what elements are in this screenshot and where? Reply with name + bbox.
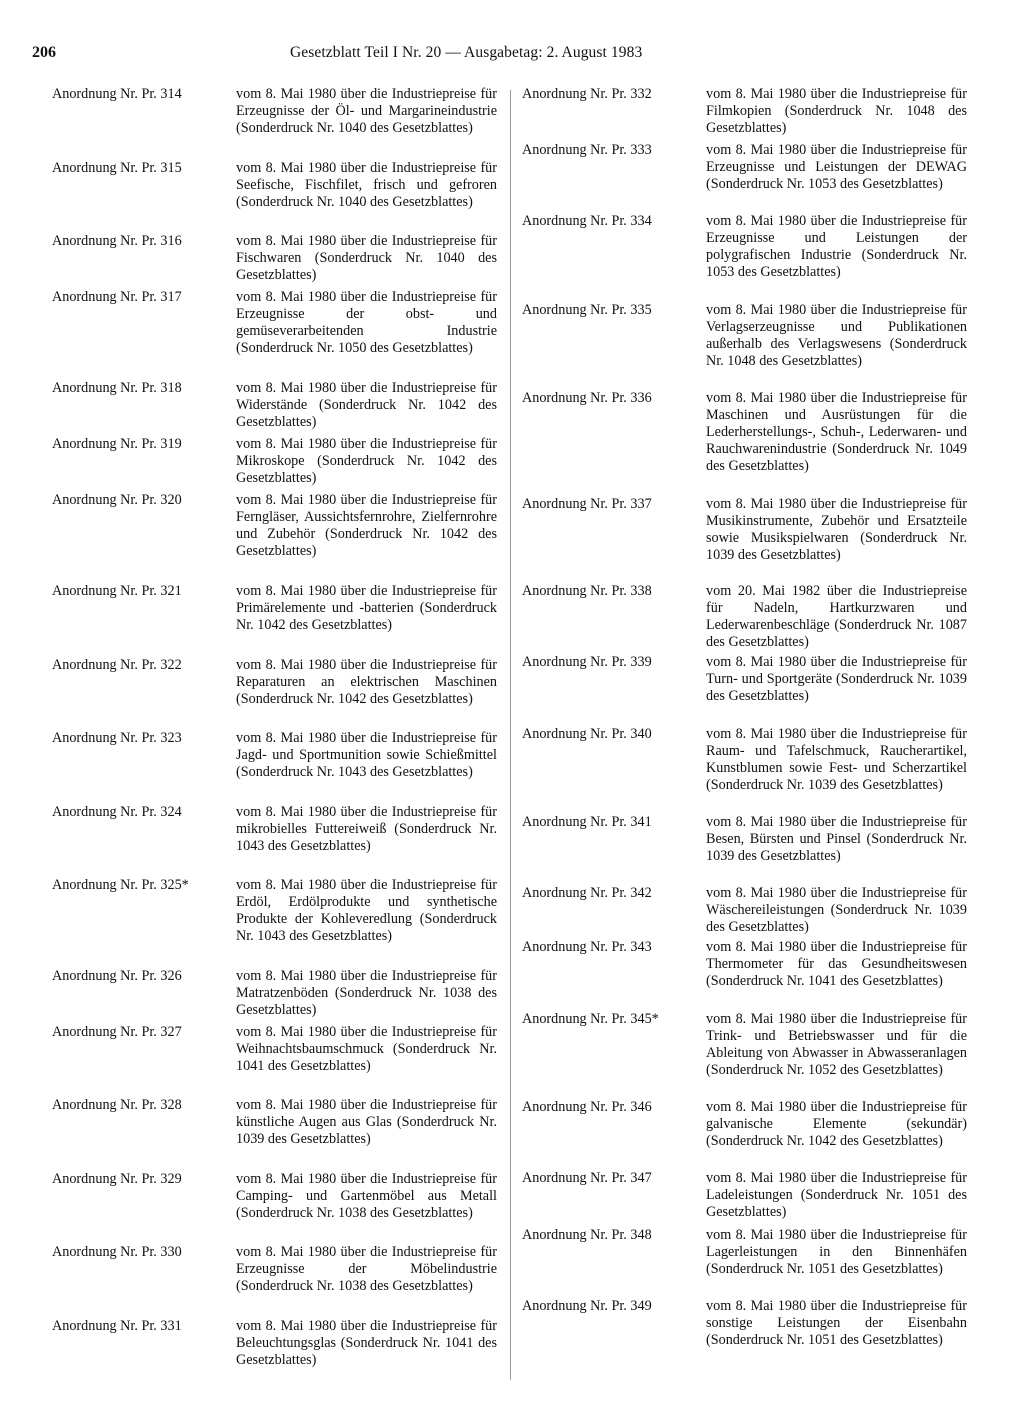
entry-label: Anordnung Nr. Pr. 316 <box>52 233 182 249</box>
entry-label: Anordnung Nr. Pr. 338 <box>522 583 652 599</box>
entry-text: vom 8. Mai 1980 über die Industriepreise für Erzeugnisse und Leistungen der polygrafischen Industrie (Sonderdruck Nr. 1053 des Gesetzblattes) <box>706 213 967 281</box>
entry-text: vom 8. Mai 1980 über die Industriepreise für Erdöl, Erdölprodukte und synthetische Produkte der Kohleveredlung (Sonderdruck Nr. 1043 des Gesetzblattes) <box>236 877 497 945</box>
entry-text: vom 8. Mai 1980 über die Industriepreise für galvanische Elemente (sekundär) (Sonderdruck Nr. 1042 des Gesetzblattes) <box>706 1099 967 1150</box>
entry-label: Anordnung Nr. Pr. 345* <box>522 1011 659 1027</box>
entry-label: Anordnung Nr. Pr. 329 <box>52 1171 182 1187</box>
entry-text: vom 8. Mai 1980 über die Industriepreise für Musikinstrumente, Zubehör und Ersatzteile sowie Musikspielwaren (Sonderdruck Nr. 1039 des Gesetzblattes) <box>706 496 967 564</box>
entry-text: vom 8. Mai 1980 über die Industriepreise für Matratzenböden (Sonderdruck Nr. 1038 des Gesetzblattes) <box>236 968 497 1019</box>
page-header <box>0 0 1024 80</box>
entry-text: vom 8. Mai 1980 über die Industriepreise für Beleuchtungsglas (Sonderdruck Nr. 1041 des Gesetzblattes) <box>236 1318 497 1369</box>
entry-text: vom 8. Mai 1980 über die Industriepreise für Verlagserzeugnisse und Publikationen außerhalb des Verlagswesens (Sonderdruck Nr. 1048 des Gesetzblattes) <box>706 302 967 370</box>
entry-label: Anordnung Nr. Pr. 320 <box>52 492 182 508</box>
entry-text: vom 8. Mai 1980 über die Industriepreise für Primärelemente und -batterien (Sonderdruck Nr. 1042 des Gesetzblattes) <box>236 583 497 634</box>
entry-text: vom 8. Mai 1980 über die Industriepreise für Maschinen und Ausrüstungen für die Lederherstellungs-, Schuh-, Lederwaren- und Rauchwarenindustrie (Sonderdruck Nr. 1049 des Gesetzblattes) <box>706 390 967 475</box>
entry-label: Anordnung Nr. Pr. 341 <box>522 814 652 830</box>
entry-text: vom 8. Mai 1980 über die Industriepreise für Camping- und Gartenmöbel aus Metall (Sonderdruck Nr. 1038 des Gesetzblattes) <box>236 1171 497 1222</box>
entry-label: Anordnung Nr. Pr. 326 <box>52 968 182 984</box>
entry-label: Anordnung Nr. Pr. 331 <box>52 1318 182 1334</box>
entry-text: vom 8. Mai 1980 über die Industriepreise für mikrobielles Futtereiweiß (Sonderdruck Nr. 1043 des Gesetzblattes) <box>236 804 497 855</box>
entry-label: Anordnung Nr. Pr. 335 <box>522 302 652 318</box>
page-title: Gesetzblatt Teil I Nr. 20 — Ausgabetag: 2. August 1983 <box>290 44 643 61</box>
entry-text: vom 8. Mai 1980 über die Industriepreise für künstliche Augen aus Glas (Sonderdruck Nr. 1039 des Gesetzblattes) <box>236 1097 497 1148</box>
page-number: 206 <box>32 44 56 61</box>
entry-text: vom 8. Mai 1980 über die Industriepreise für Erzeugnisse und Leistungen der DEWAG (Sonderdruck Nr. 1053 des Gesetzblattes) <box>706 142 967 193</box>
entry-label: Anordnung Nr. Pr. 342 <box>522 885 652 901</box>
entry-label: Anordnung Nr. Pr. 325* <box>52 877 189 893</box>
entry-text: vom 8. Mai 1980 über die Industriepreise für Wäschereileistungen (Sonderdruck Nr. 1039 des Gesetzblattes) <box>706 885 967 936</box>
entry-text: vom 8. Mai 1980 über die Industriepreise für Trink- und Betriebswasser und für die Ableitung von Abwasser in Abwasseranlagen (Sonderdruck Nr. 1052 des Gesetzblattes) <box>706 1011 967 1079</box>
entry-label: Anordnung Nr. Pr. 327 <box>52 1024 182 1040</box>
entry-label: Anordnung Nr. Pr. 348 <box>522 1227 652 1243</box>
entry-label: Anordnung Nr. Pr. 315 <box>52 160 182 176</box>
entry-label: Anordnung Nr. Pr. 334 <box>522 213 652 229</box>
entry-label: Anordnung Nr. Pr. 318 <box>52 380 182 396</box>
entry-text: vom 8. Mai 1980 über die Industriepreise für Mikroskope (Sonderdruck Nr. 1042 des Gesetzblattes) <box>236 436 497 487</box>
entry-text: vom 8. Mai 1980 über die Industriepreise für Ferngläser, Aussichtsfernrohre, Zielfernrohre und Zubehör (Sonderdruck Nr. 1042 des Gesetzblattes) <box>236 492 497 560</box>
entry-label: Anordnung Nr. Pr. 324 <box>52 804 182 820</box>
entry-text: vom 8. Mai 1980 über die Industriepreise für Widerstände (Sonderdruck Nr. 1042 des Gesetzblattes) <box>236 380 497 431</box>
entry-text: vom 8. Mai 1980 über die Industriepreise für Erzeugnisse der Öl- und Margarineindustrie (Sonderdruck Nr. 1040 des Gesetzblattes) <box>236 86 497 137</box>
entry-label: Anordnung Nr. Pr. 340 <box>522 726 652 742</box>
entry-label: Anordnung Nr. Pr. 346 <box>522 1099 652 1115</box>
entry-text: vom 8. Mai 1980 über die Industriepreise für Fischwaren (Sonderdruck Nr. 1040 des Gesetzblattes) <box>236 233 497 284</box>
entry-text: vom 8. Mai 1980 über die Industriepreise für Besen, Bürsten und Pinsel (Sonderdruck Nr. 1039 des Gesetzblattes) <box>706 814 967 865</box>
column-divider <box>510 90 511 1380</box>
entry-text: vom 8. Mai 1980 über die Industriepreise für Jagd- und Sportmunition sowie Schießmittel (Sonderdruck Nr. 1043 des Gesetzblattes) <box>236 730 497 781</box>
entry-label: Anordnung Nr. Pr. 322 <box>52 657 182 673</box>
entry-text: vom 8. Mai 1980 über die Industriepreise für Weihnachtsbaumschmuck (Sonderdruck Nr. 1041 des Gesetzblattes) <box>236 1024 497 1075</box>
entry-text: vom 8. Mai 1980 über die Industriepreise für Filmkopien (Sonderdruck Nr. 1048 des Gesetzblattes) <box>706 86 967 137</box>
entry-text: vom 8. Mai 1980 über die Industriepreise für Lagerleistungen in den Binnenhäfen (Sonderdruck Nr. 1051 des Gesetzblattes) <box>706 1227 967 1278</box>
entry-text: vom 8. Mai 1980 über die Industriepreise für Seefische, Fischfilet, frisch und gefroren (Sonderdruck Nr. 1040 des Gesetzblattes) <box>236 160 497 211</box>
entry-label: Anordnung Nr. Pr. 317 <box>52 289 182 305</box>
entry-text: vom 8. Mai 1980 über die Industriepreise für Raum- und Tafelschmuck, Raucherartikel, Kunstblumen sowie Fest- und Scherzartikel (Sonderdruck Nr. 1039 des Gesetzblattes) <box>706 726 967 794</box>
entry-label: Anordnung Nr. Pr. 349 <box>522 1298 652 1314</box>
entry-text: vom 8. Mai 1980 über die Industriepreise für sonstige Leistungen der Eisenbahn (Sonderdruck Nr. 1051 des Gesetzblattes) <box>706 1298 967 1349</box>
entry-label: Anordnung Nr. Pr. 343 <box>522 939 652 955</box>
entry-text: vom 20. Mai 1982 über die Industriepreise für Nadeln, Hartkurzwaren und Lederwarenbeschläge (Sonderdruck Nr. 1087 des Gesetzblattes) <box>706 583 967 651</box>
entry-text: vom 8. Mai 1980 über die Industriepreise für Erzeugnisse der Möbelindustrie (Sonderdruck Nr. 1038 des Gesetzblattes) <box>236 1244 497 1295</box>
entry-label: Anordnung Nr. Pr. 333 <box>522 142 652 158</box>
entry-label: Anordnung Nr. Pr. 339 <box>522 654 652 670</box>
entry-text: vom 8. Mai 1980 über die Industriepreise für Erzeugnisse der obst- und gemüseverarbeitenden Industrie (Sonderdruck Nr. 1050 des Gesetzblattes) <box>236 289 497 357</box>
entry-label: Anordnung Nr. Pr. 319 <box>52 436 182 452</box>
entry-label: Anordnung Nr. Pr. 321 <box>52 583 182 599</box>
entry-label: Anordnung Nr. Pr. 328 <box>52 1097 182 1113</box>
entry-label: Anordnung Nr. Pr. 330 <box>52 1244 182 1260</box>
entry-label: Anordnung Nr. Pr. 323 <box>52 730 182 746</box>
entry-text: vom 8. Mai 1980 über die Industriepreise für Turn- und Sportgeräte (Sonderdruck Nr. 1039 des Gesetzblattes) <box>706 654 967 705</box>
entry-label: Anordnung Nr. Pr. 314 <box>52 86 182 102</box>
entry-label: Anordnung Nr. Pr. 337 <box>522 496 652 512</box>
entry-label: Anordnung Nr. Pr. 347 <box>522 1170 652 1186</box>
entry-text: vom 8. Mai 1980 über die Industriepreise für Ladeleistungen (Sonderdruck Nr. 1051 des Gesetzblattes) <box>706 1170 967 1221</box>
entry-label: Anordnung Nr. Pr. 332 <box>522 86 652 102</box>
entry-label: Anordnung Nr. Pr. 336 <box>522 390 652 406</box>
entry-text: vom 8. Mai 1980 über die Industriepreise für Thermometer für das Gesundheitswesen (Sonderdruck Nr. 1041 des Gesetzblattes) <box>706 939 967 990</box>
entry-text: vom 8. Mai 1980 über die Industriepreise für Reparaturen an elektrischen Maschinen (Sonderdruck Nr. 1042 des Gesetzblattes) <box>236 657 497 708</box>
